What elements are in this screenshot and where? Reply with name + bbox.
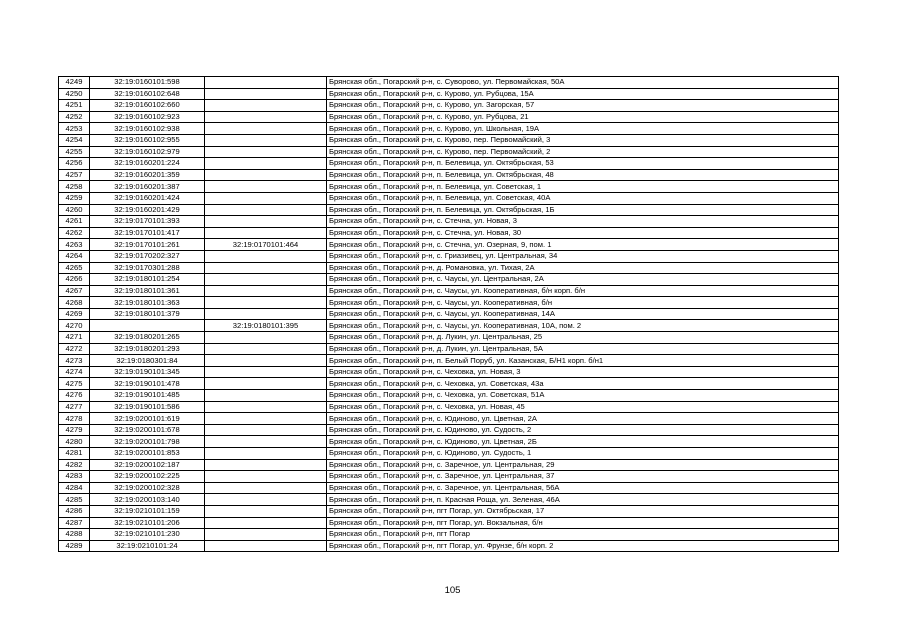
row-number-cell: 4258 bbox=[59, 181, 90, 193]
table-row bbox=[59, 343, 839, 355]
cadastral-number-cell: 32:19:0170202:327 bbox=[90, 250, 205, 262]
table-row bbox=[59, 355, 839, 367]
table-row bbox=[59, 216, 839, 228]
table-row bbox=[59, 123, 839, 135]
address-cell: Брянская обл., Погарский р-н, с. Юдиново, ул. Судость, 2 bbox=[327, 424, 839, 436]
address-cell: Брянская обл., Погарский р-н, д. Лукин, ул. Центральная, 25 bbox=[327, 332, 839, 344]
table-row bbox=[59, 378, 839, 390]
table-row bbox=[59, 308, 839, 320]
address-cell: Брянская обл., Погарский р-н, с. Чеховка, ул. Новая, 3 bbox=[327, 366, 839, 378]
previous-cadastral-number-cell bbox=[205, 297, 327, 309]
row-number-cell: 4277 bbox=[59, 401, 90, 413]
address-cell: Брянская обл., Погарский р-н, п. Белевица, ул. Октябрьская, 53 bbox=[327, 158, 839, 170]
cadastral-number-cell: 32:19:0200102:187 bbox=[90, 459, 205, 471]
address-cell: Брянская обл., Погарский р-н, с. Чаусы, ул. Кооперативная, б/н корп. б/н bbox=[327, 285, 839, 297]
previous-cadastral-number-cell bbox=[205, 529, 327, 541]
row-number-cell: 4267 bbox=[59, 285, 90, 297]
table-row bbox=[59, 459, 839, 471]
table-row bbox=[59, 146, 839, 158]
address-cell: Брянская обл., Погарский р-н, с. Чеховка, ул. Новая, 45 bbox=[327, 401, 839, 413]
previous-cadastral-number-cell bbox=[205, 436, 327, 448]
row-number-cell: 4276 bbox=[59, 390, 90, 402]
table-row bbox=[59, 239, 839, 251]
address-cell: Брянская обл., Погарский р-н, с. Курово, пер. Первомайский, 2 bbox=[327, 146, 839, 158]
table-row bbox=[59, 471, 839, 483]
cadastral-number-cell: 32:19:0160201:359 bbox=[90, 169, 205, 181]
previous-cadastral-number-cell bbox=[205, 401, 327, 413]
cadastral-number-cell: 32:19:0170101:393 bbox=[90, 216, 205, 228]
cadastral-number-cell: 32:19:0190101:485 bbox=[90, 390, 205, 402]
row-number-cell: 4274 bbox=[59, 366, 90, 378]
registry-table-body bbox=[59, 77, 839, 552]
address-cell: Брянская обл., Погарский р-н, с. Чаусы, ул. Кооперативная, 14А bbox=[327, 308, 839, 320]
address-cell: Брянская обл., Погарский р-н, с. Стечна, ул. Озерная, 9, пом. 1 bbox=[327, 239, 839, 251]
cadastral-number-cell: 32:19:0200101:853 bbox=[90, 448, 205, 460]
table-row bbox=[59, 505, 839, 517]
row-number-cell: 4253 bbox=[59, 123, 90, 135]
row-number-cell: 4250 bbox=[59, 88, 90, 100]
cadastral-number-cell: 32:19:0160102:648 bbox=[90, 88, 205, 100]
table-row bbox=[59, 262, 839, 274]
row-number-cell: 4264 bbox=[59, 250, 90, 262]
address-cell: Брянская обл., Погарский р-н, пгт Погар bbox=[327, 529, 839, 541]
address-cell: Брянская обл., Погарский р-н, с. Стечна, ул. Новая, 3 bbox=[327, 216, 839, 228]
table-row bbox=[59, 100, 839, 112]
cadastral-number-cell: 32:19:0180201:265 bbox=[90, 332, 205, 344]
previous-cadastral-number-cell bbox=[205, 274, 327, 286]
cadastral-number-cell: 32:19:0200101:619 bbox=[90, 413, 205, 425]
previous-cadastral-number-cell: 32:19:0170101:464 bbox=[205, 239, 327, 251]
cadastral-number-cell: 32:19:0200102:328 bbox=[90, 482, 205, 494]
address-cell: Брянская обл., Погарский р-н, д. Романовка, ул. Тихая, 2А bbox=[327, 262, 839, 274]
previous-cadastral-number-cell bbox=[205, 204, 327, 216]
row-number-cell: 4285 bbox=[59, 494, 90, 506]
previous-cadastral-number-cell bbox=[205, 355, 327, 367]
row-number-cell: 4260 bbox=[59, 204, 90, 216]
table-row bbox=[59, 494, 839, 506]
cadastral-number-cell: 32:19:0180201:293 bbox=[90, 343, 205, 355]
table-row bbox=[59, 192, 839, 204]
previous-cadastral-number-cell bbox=[205, 77, 327, 89]
row-number-cell: 4268 bbox=[59, 297, 90, 309]
previous-cadastral-number-cell bbox=[205, 111, 327, 123]
previous-cadastral-number-cell bbox=[205, 390, 327, 402]
previous-cadastral-number-cell bbox=[205, 517, 327, 529]
address-cell: Брянская обл., Погарский р-н, пгт Погар, ул. Вокзальная, б/н bbox=[327, 517, 839, 529]
table-row bbox=[59, 274, 839, 286]
table-row bbox=[59, 390, 839, 402]
previous-cadastral-number-cell bbox=[205, 123, 327, 135]
previous-cadastral-number-cell bbox=[205, 88, 327, 100]
cadastral-number-cell: 32:19:0160201:224 bbox=[90, 158, 205, 170]
previous-cadastral-number-cell bbox=[205, 285, 327, 297]
table-row bbox=[59, 413, 839, 425]
table-row bbox=[59, 169, 839, 181]
address-cell: Брянская обл., Погарский р-н, пгт Погар, ул. Фрунзе, б/н корп. 2 bbox=[327, 540, 839, 552]
address-cell: Брянская обл., Погарский р-н, п. Белевица, ул. Советская, 1 bbox=[327, 181, 839, 193]
row-number-cell: 4252 bbox=[59, 111, 90, 123]
previous-cadastral-number-cell bbox=[205, 262, 327, 274]
property-registry-table bbox=[58, 76, 839, 552]
table-row bbox=[59, 482, 839, 494]
row-number-cell: 4273 bbox=[59, 355, 90, 367]
previous-cadastral-number-cell bbox=[205, 366, 327, 378]
row-number-cell: 4278 bbox=[59, 413, 90, 425]
row-number-cell: 4259 bbox=[59, 192, 90, 204]
previous-cadastral-number-cell bbox=[205, 540, 327, 552]
table-row bbox=[59, 401, 839, 413]
cadastral-number-cell: 32:19:0180101:363 bbox=[90, 297, 205, 309]
page-number: 105 bbox=[444, 585, 461, 596]
address-cell: Брянская обл., Погарский р-н, с. Чеховка, ул. Советская, 51А bbox=[327, 390, 839, 402]
address-cell: Брянская обл., Погарский р-н, с. Юдиново, ул. Цветная, 2А bbox=[327, 413, 839, 425]
previous-cadastral-number-cell bbox=[205, 494, 327, 506]
previous-cadastral-number-cell bbox=[205, 250, 327, 262]
address-cell: Брянская обл., Погарский р-н, п. Красная Роща, ул. Зеленая, 46А bbox=[327, 494, 839, 506]
table-row bbox=[59, 181, 839, 193]
row-number-cell: 4262 bbox=[59, 227, 90, 239]
address-cell: Брянская обл., Погарский р-н, п. Белый Поруб, ул. Казанская, Б/Н1 корп. б/н1 bbox=[327, 355, 839, 367]
cadastral-number-cell: 32:19:0180101:379 bbox=[90, 308, 205, 320]
row-number-cell: 4284 bbox=[59, 482, 90, 494]
address-cell: Брянская обл., Погарский р-н, д. Лукин, ул. Центральная, 5А bbox=[327, 343, 839, 355]
row-number-cell: 4255 bbox=[59, 146, 90, 158]
cadastral-number-cell: 32:19:0160102:923 bbox=[90, 111, 205, 123]
previous-cadastral-number-cell bbox=[205, 378, 327, 390]
cadastral-number-cell: 32:19:0190101:345 bbox=[90, 366, 205, 378]
cadastral-number-cell: 32:19:0210101:206 bbox=[90, 517, 205, 529]
address-cell: Брянская обл., Погарский р-н, с. Стечна, ул. Новая, 30 bbox=[327, 227, 839, 239]
address-cell: Брянская обл., Погарский р-н, с. Курово, ул. Рубцова, 21 bbox=[327, 111, 839, 123]
row-number-cell: 4265 bbox=[59, 262, 90, 274]
cadastral-number-cell: 32:19:0160201:429 bbox=[90, 204, 205, 216]
table-row bbox=[59, 297, 839, 309]
address-cell: Брянская обл., Погарский р-н, с. Курово, пер. Первомайский, 3 bbox=[327, 134, 839, 146]
previous-cadastral-number-cell bbox=[205, 216, 327, 228]
row-number-cell: 4256 bbox=[59, 158, 90, 170]
row-number-cell: 4289 bbox=[59, 540, 90, 552]
previous-cadastral-number-cell bbox=[205, 424, 327, 436]
previous-cadastral-number-cell bbox=[205, 482, 327, 494]
address-cell: Брянская обл., Погарский р-н, пгт Погар, ул. Октябрьская, 17 bbox=[327, 505, 839, 517]
table-row bbox=[59, 320, 839, 332]
previous-cadastral-number-cell bbox=[205, 146, 327, 158]
row-number-cell: 4287 bbox=[59, 517, 90, 529]
row-number-cell: 4279 bbox=[59, 424, 90, 436]
cadastral-number-cell: 32:19:0180101:361 bbox=[90, 285, 205, 297]
row-number-cell: 4283 bbox=[59, 471, 90, 483]
address-cell: Брянская обл., Погарский р-н, с. Заречное, ул. Центральная, 37 bbox=[327, 471, 839, 483]
address-cell: Брянская обл., Погарский р-н, с. Курово, ул. Школьная, 19А bbox=[327, 123, 839, 135]
cadastral-number-cell: 32:19:0200103:140 bbox=[90, 494, 205, 506]
address-cell: Брянская обл., Погарский р-н, п. Белевица, ул. Октябрьская, 1Б bbox=[327, 204, 839, 216]
row-number-cell: 4282 bbox=[59, 459, 90, 471]
previous-cadastral-number-cell bbox=[205, 308, 327, 320]
table-row bbox=[59, 134, 839, 146]
row-number-cell: 4249 bbox=[59, 77, 90, 89]
address-cell: Брянская обл., Погарский р-н, с. Гриазивец, ул. Центральная, 34 bbox=[327, 250, 839, 262]
cadastral-number-cell: 32:19:0160102:938 bbox=[90, 123, 205, 135]
table-row bbox=[59, 332, 839, 344]
cadastral-number-cell: 32:19:0160201:424 bbox=[90, 192, 205, 204]
previous-cadastral-number-cell bbox=[205, 100, 327, 112]
previous-cadastral-number-cell bbox=[205, 343, 327, 355]
address-cell: Брянская обл., Погарский р-н, п. Белевица, ул. Советская, 40А bbox=[327, 192, 839, 204]
address-cell: Брянская обл., Погарский р-н, с. Юдиново, ул. Судость, 1 bbox=[327, 448, 839, 460]
cadastral-number-cell: 32:19:0200101:678 bbox=[90, 424, 205, 436]
address-cell: Брянская обл., Погарский р-н, п. Белевица, ул. Октябрьская, 48 bbox=[327, 169, 839, 181]
cadastral-number-cell: 32:19:0210101:24 bbox=[90, 540, 205, 552]
table-row bbox=[59, 366, 839, 378]
previous-cadastral-number-cell bbox=[205, 134, 327, 146]
cadastral-number-cell: 32:19:0160102:955 bbox=[90, 134, 205, 146]
cadastral-number-cell: 32:19:0180101:254 bbox=[90, 274, 205, 286]
previous-cadastral-number-cell bbox=[205, 227, 327, 239]
row-number-cell: 4254 bbox=[59, 134, 90, 146]
address-cell: Брянская обл., Погарский р-н, с. Юдиново, ул. Цветная, 2Б bbox=[327, 436, 839, 448]
row-number-cell: 4275 bbox=[59, 378, 90, 390]
previous-cadastral-number-cell bbox=[205, 332, 327, 344]
cadastral-number-cell: 32:19:0190101:478 bbox=[90, 378, 205, 390]
table-row bbox=[59, 250, 839, 262]
cadastral-number-cell: 32:19:0170101:261 bbox=[90, 239, 205, 251]
row-number-cell: 4286 bbox=[59, 505, 90, 517]
row-number-cell: 4261 bbox=[59, 216, 90, 228]
row-number-cell: 4251 bbox=[59, 100, 90, 112]
table-row bbox=[59, 529, 839, 541]
table-row bbox=[59, 540, 839, 552]
previous-cadastral-number-cell bbox=[205, 471, 327, 483]
previous-cadastral-number-cell bbox=[205, 505, 327, 517]
previous-cadastral-number-cell bbox=[205, 192, 327, 204]
table-row bbox=[59, 227, 839, 239]
cadastral-number-cell bbox=[90, 320, 205, 332]
cadastral-number-cell: 32:19:0170101:417 bbox=[90, 227, 205, 239]
row-number-cell: 4266 bbox=[59, 274, 90, 286]
table-row bbox=[59, 424, 839, 436]
address-cell: Брянская обл., Погарский р-н, с. Чеховка, ул. Советская, 43а bbox=[327, 378, 839, 390]
table-row bbox=[59, 88, 839, 100]
row-number-cell: 4270 bbox=[59, 320, 90, 332]
cadastral-number-cell: 32:19:0210101:230 bbox=[90, 529, 205, 541]
previous-cadastral-number-cell bbox=[205, 459, 327, 471]
address-cell: Брянская обл., Погарский р-н, с. Заречное, ул. Центральная, 56А bbox=[327, 482, 839, 494]
cadastral-number-cell: 32:19:0200102:225 bbox=[90, 471, 205, 483]
row-number-cell: 4269 bbox=[59, 308, 90, 320]
address-cell: Брянская обл., Погарский р-н, с. Суворово, ул. Первомайская, 50А bbox=[327, 77, 839, 89]
cadastral-number-cell: 32:19:0160201:387 bbox=[90, 181, 205, 193]
table-row bbox=[59, 158, 839, 170]
cadastral-number-cell: 32:19:0200101:798 bbox=[90, 436, 205, 448]
table-row bbox=[59, 436, 839, 448]
previous-cadastral-number-cell bbox=[205, 181, 327, 193]
address-cell: Брянская обл., Погарский р-н, с. Чаусы, ул. Кооперативная, б/н bbox=[327, 297, 839, 309]
row-number-cell: 4257 bbox=[59, 169, 90, 181]
address-cell: Брянская обл., Погарский р-н, с. Заречное, ул. Центральная, 29 bbox=[327, 459, 839, 471]
row-number-cell: 4280 bbox=[59, 436, 90, 448]
cadastral-number-cell: 32:19:0210101:159 bbox=[90, 505, 205, 517]
cadastral-number-cell: 32:19:0160102:660 bbox=[90, 100, 205, 112]
previous-cadastral-number-cell bbox=[205, 413, 327, 425]
row-number-cell: 4272 bbox=[59, 343, 90, 355]
cadastral-number-cell: 32:19:0180301:84 bbox=[90, 355, 205, 367]
table-row bbox=[59, 517, 839, 529]
previous-cadastral-number-cell bbox=[205, 158, 327, 170]
address-cell: Брянская обл., Погарский р-н, с. Курово, ул. Загорская, 57 bbox=[327, 100, 839, 112]
table-row bbox=[59, 448, 839, 460]
row-number-cell: 4263 bbox=[59, 239, 90, 251]
previous-cadastral-number-cell bbox=[205, 169, 327, 181]
table-row bbox=[59, 285, 839, 297]
previous-cadastral-number-cell bbox=[205, 448, 327, 460]
row-number-cell: 4271 bbox=[59, 332, 90, 344]
address-cell: Брянская обл., Погарский р-н, с. Чаусы, ул. Кооперативная, 10А, пом. 2 bbox=[327, 320, 839, 332]
cadastral-number-cell: 32:19:0190101:586 bbox=[90, 401, 205, 413]
cadastral-number-cell: 32:19:0170301:288 bbox=[90, 262, 205, 274]
address-cell: Брянская обл., Погарский р-н, с. Чаусы, ул. Центральная, 2А bbox=[327, 274, 839, 286]
address-cell: Брянская обл., Погарский р-н, с. Курово, ул. Рубцова, 15А bbox=[327, 88, 839, 100]
cadastral-number-cell: 32:19:0160102:979 bbox=[90, 146, 205, 158]
table-row bbox=[59, 204, 839, 216]
table-row bbox=[59, 77, 839, 89]
row-number-cell: 4281 bbox=[59, 448, 90, 460]
row-number-cell: 4288 bbox=[59, 529, 90, 541]
previous-cadastral-number-cell: 32:19:0180101:395 bbox=[205, 320, 327, 332]
table-row bbox=[59, 111, 839, 123]
cadastral-number-cell: 32:19:0160101:598 bbox=[90, 77, 205, 89]
